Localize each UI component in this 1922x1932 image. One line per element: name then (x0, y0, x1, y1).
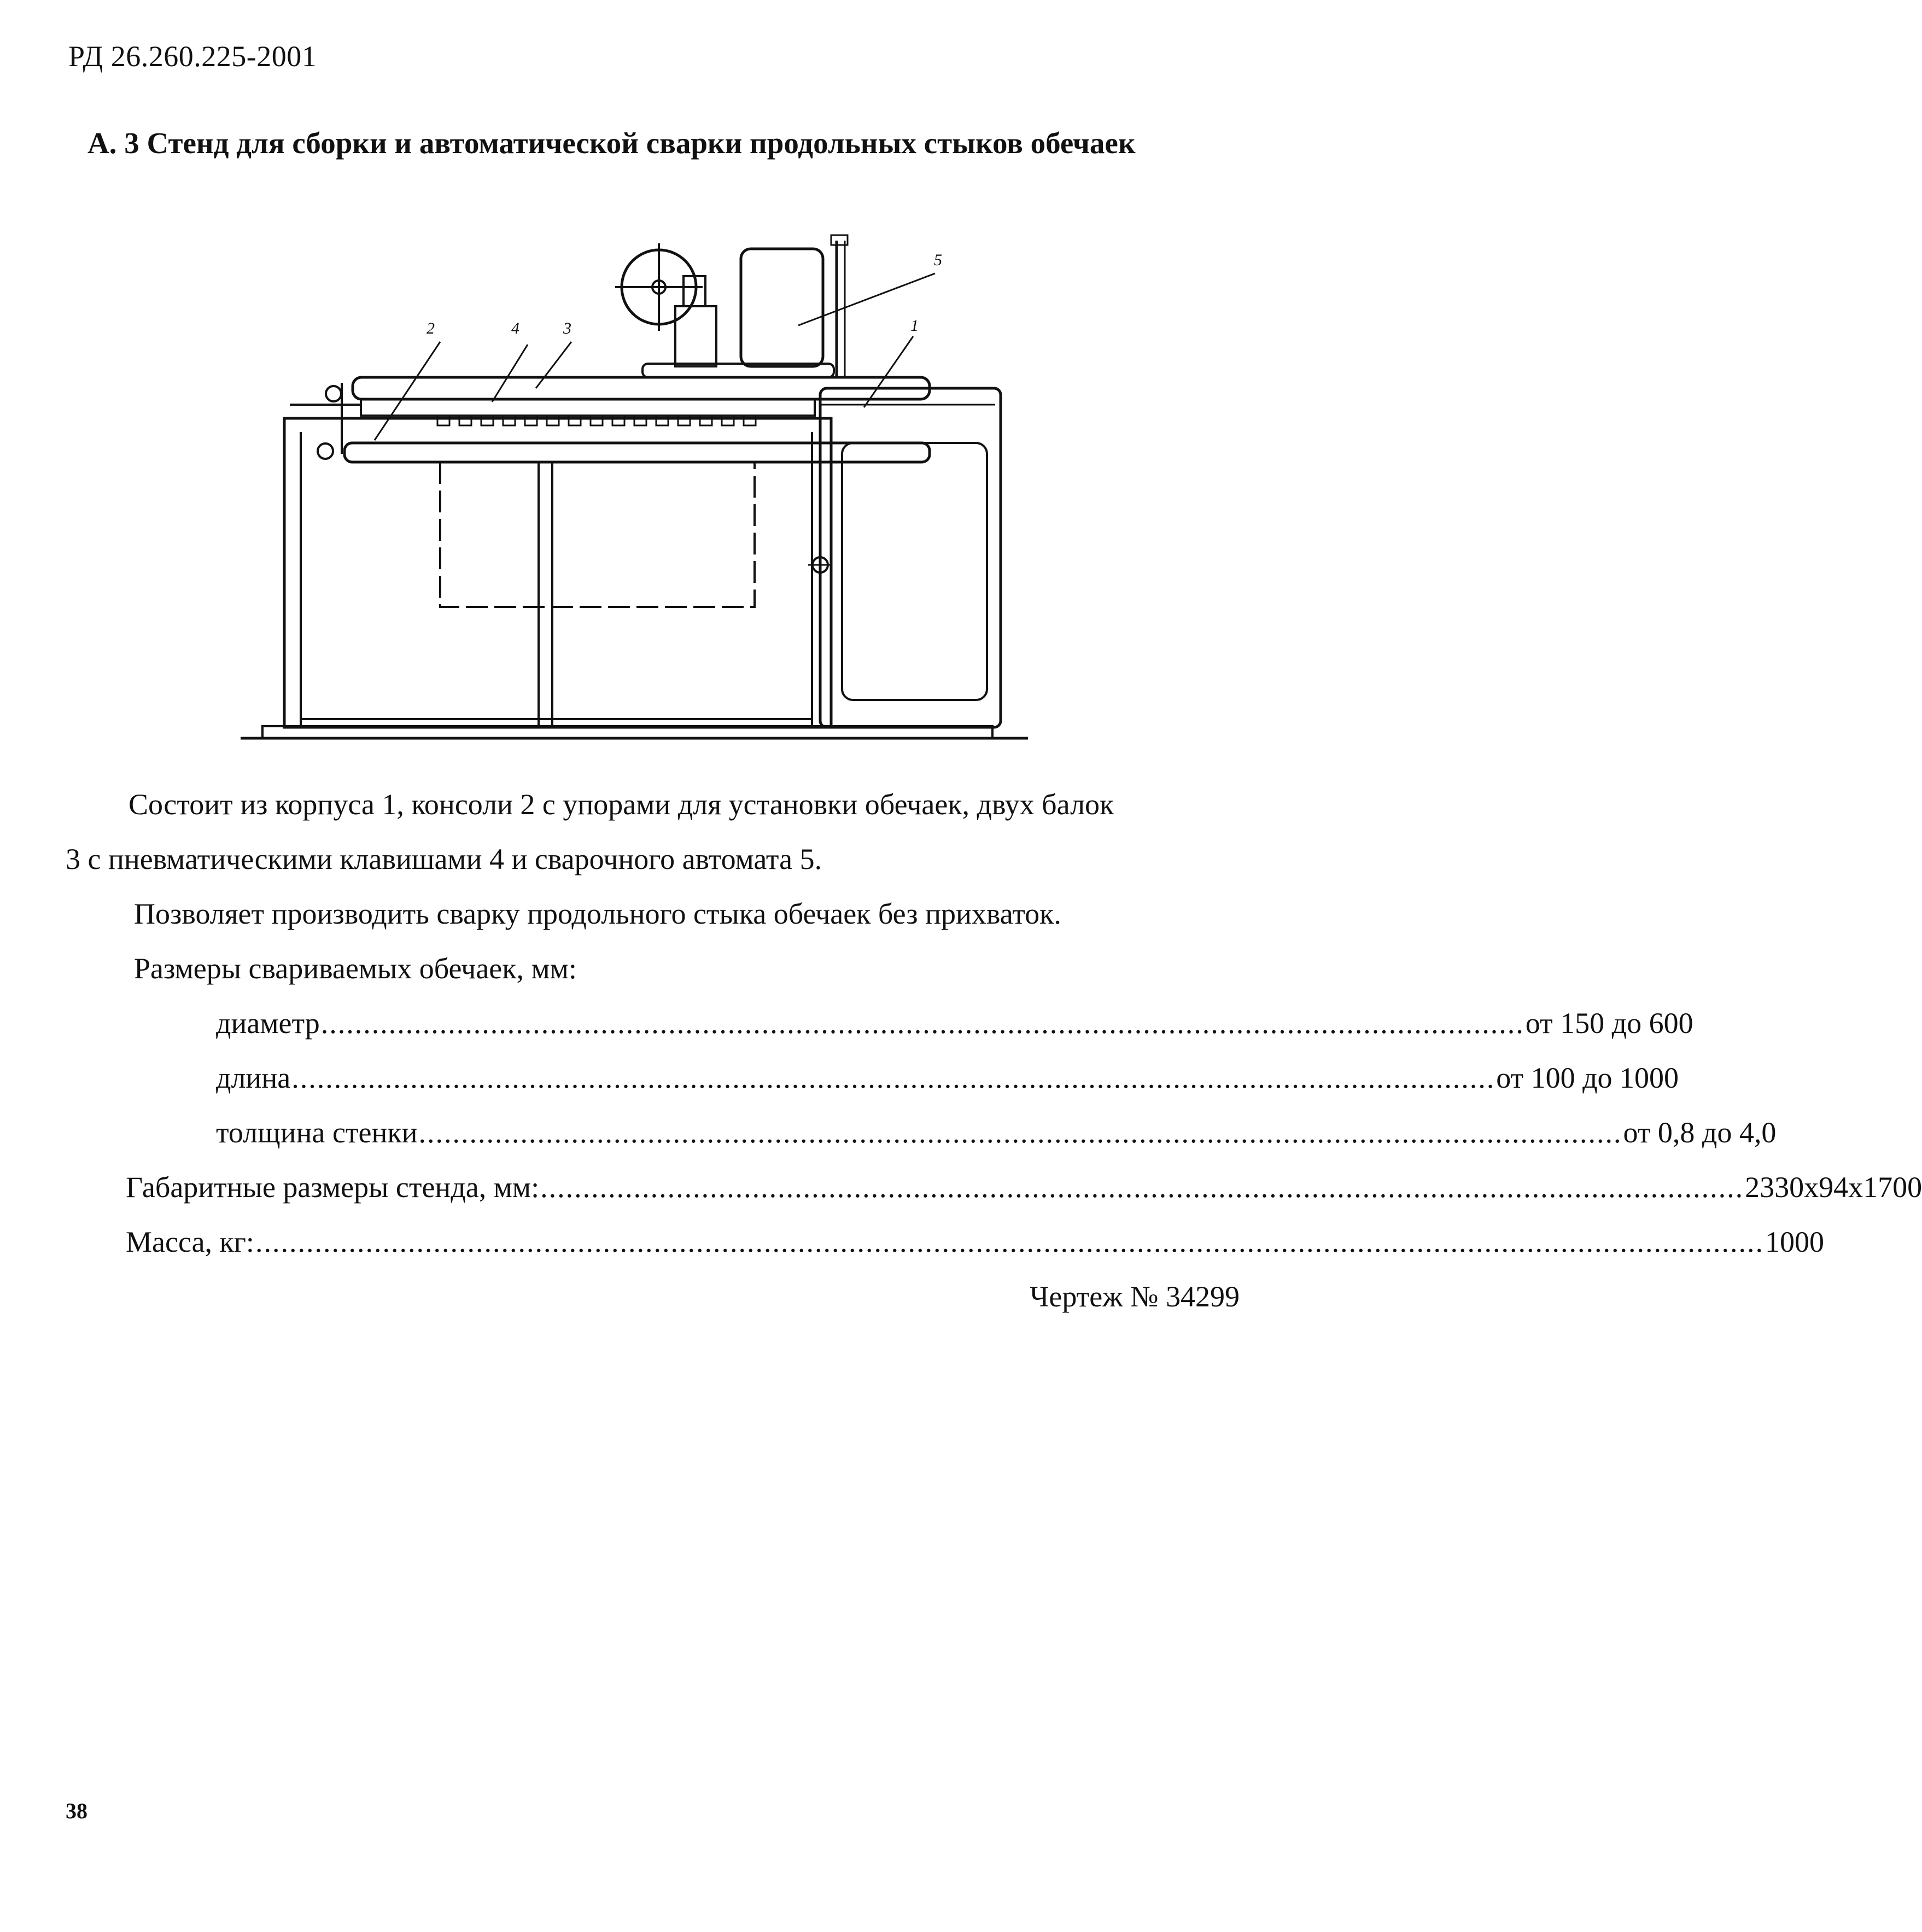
callout-4: 4 (511, 319, 519, 337)
handwheel-icon (326, 386, 341, 401)
cabinet-door (842, 443, 987, 700)
spec-row-thickness (216, 1116, 1777, 1149)
spec-row-diameter (216, 1006, 1693, 1040)
spec-row-mass (126, 1225, 1824, 1259)
keys-row (361, 399, 815, 416)
spec-label: толщина стенки (216, 1116, 418, 1149)
dot-leader: .............................................................................................................................................. (418, 1116, 1622, 1149)
callout-5: 5 (934, 251, 942, 269)
description-line-2: 3 с пневматическими клавишами 4 и сварочного автомата 5. (66, 843, 822, 875)
spec-label: длина (216, 1061, 291, 1094)
spec-value: от 0,8 до 4,0 (1623, 1116, 1777, 1149)
spec-value: от 150 до 600 (1525, 1007, 1693, 1040)
dot-leader: .............................................................................................................................................. (291, 1061, 1495, 1094)
frame-body (284, 418, 831, 727)
callout-1: 1 (910, 317, 919, 335)
dot-leader: .............................................................................................................................................. (540, 1171, 1744, 1204)
drawing-reference: Чертеж № 34299 (1030, 1280, 1240, 1313)
dimensions-heading: Размеры свариваемых обечаек, мм: (134, 952, 577, 985)
description-line-1: Состоит из корпуса 1, консоли 2 с упорами для установки обечаек, двух балок (128, 788, 1114, 821)
spec-label: Габаритные размеры стенда, мм: (126, 1171, 540, 1204)
capability-text: Позволяет производить сварку продольного стыка обечаек без прихваток. (134, 897, 1061, 930)
callout-2: 2 (427, 319, 435, 337)
dot-leader: .................................................................................................................................................................................. (255, 1225, 1764, 1258)
page-number: 38 (66, 1799, 87, 1823)
stand-drawing (230, 224, 1050, 755)
spec-value: от 100 до 1000 (1496, 1061, 1679, 1094)
callout-3: 3 (563, 319, 571, 337)
spec-label: Масса, кг: (126, 1225, 254, 1258)
spec-value: 2330х94х1700 (1745, 1171, 1922, 1204)
spec-value: 1000 (1765, 1225, 1824, 1258)
cabinet (820, 388, 1001, 727)
spec-label: диаметр (216, 1007, 320, 1040)
spec-row-length (216, 1061, 1679, 1095)
welding-unit (741, 249, 823, 366)
document-code: РД 26.260.225-2001 (68, 40, 317, 73)
dashed-outline (440, 462, 755, 607)
spec-row-overall-size (126, 1170, 1922, 1204)
dot-leader: .............................................................................................................................................. (320, 1007, 1524, 1040)
section-title: А. 3 Стенд для сборки и автоматической сварки продольных стыков обечаек (87, 126, 1136, 160)
